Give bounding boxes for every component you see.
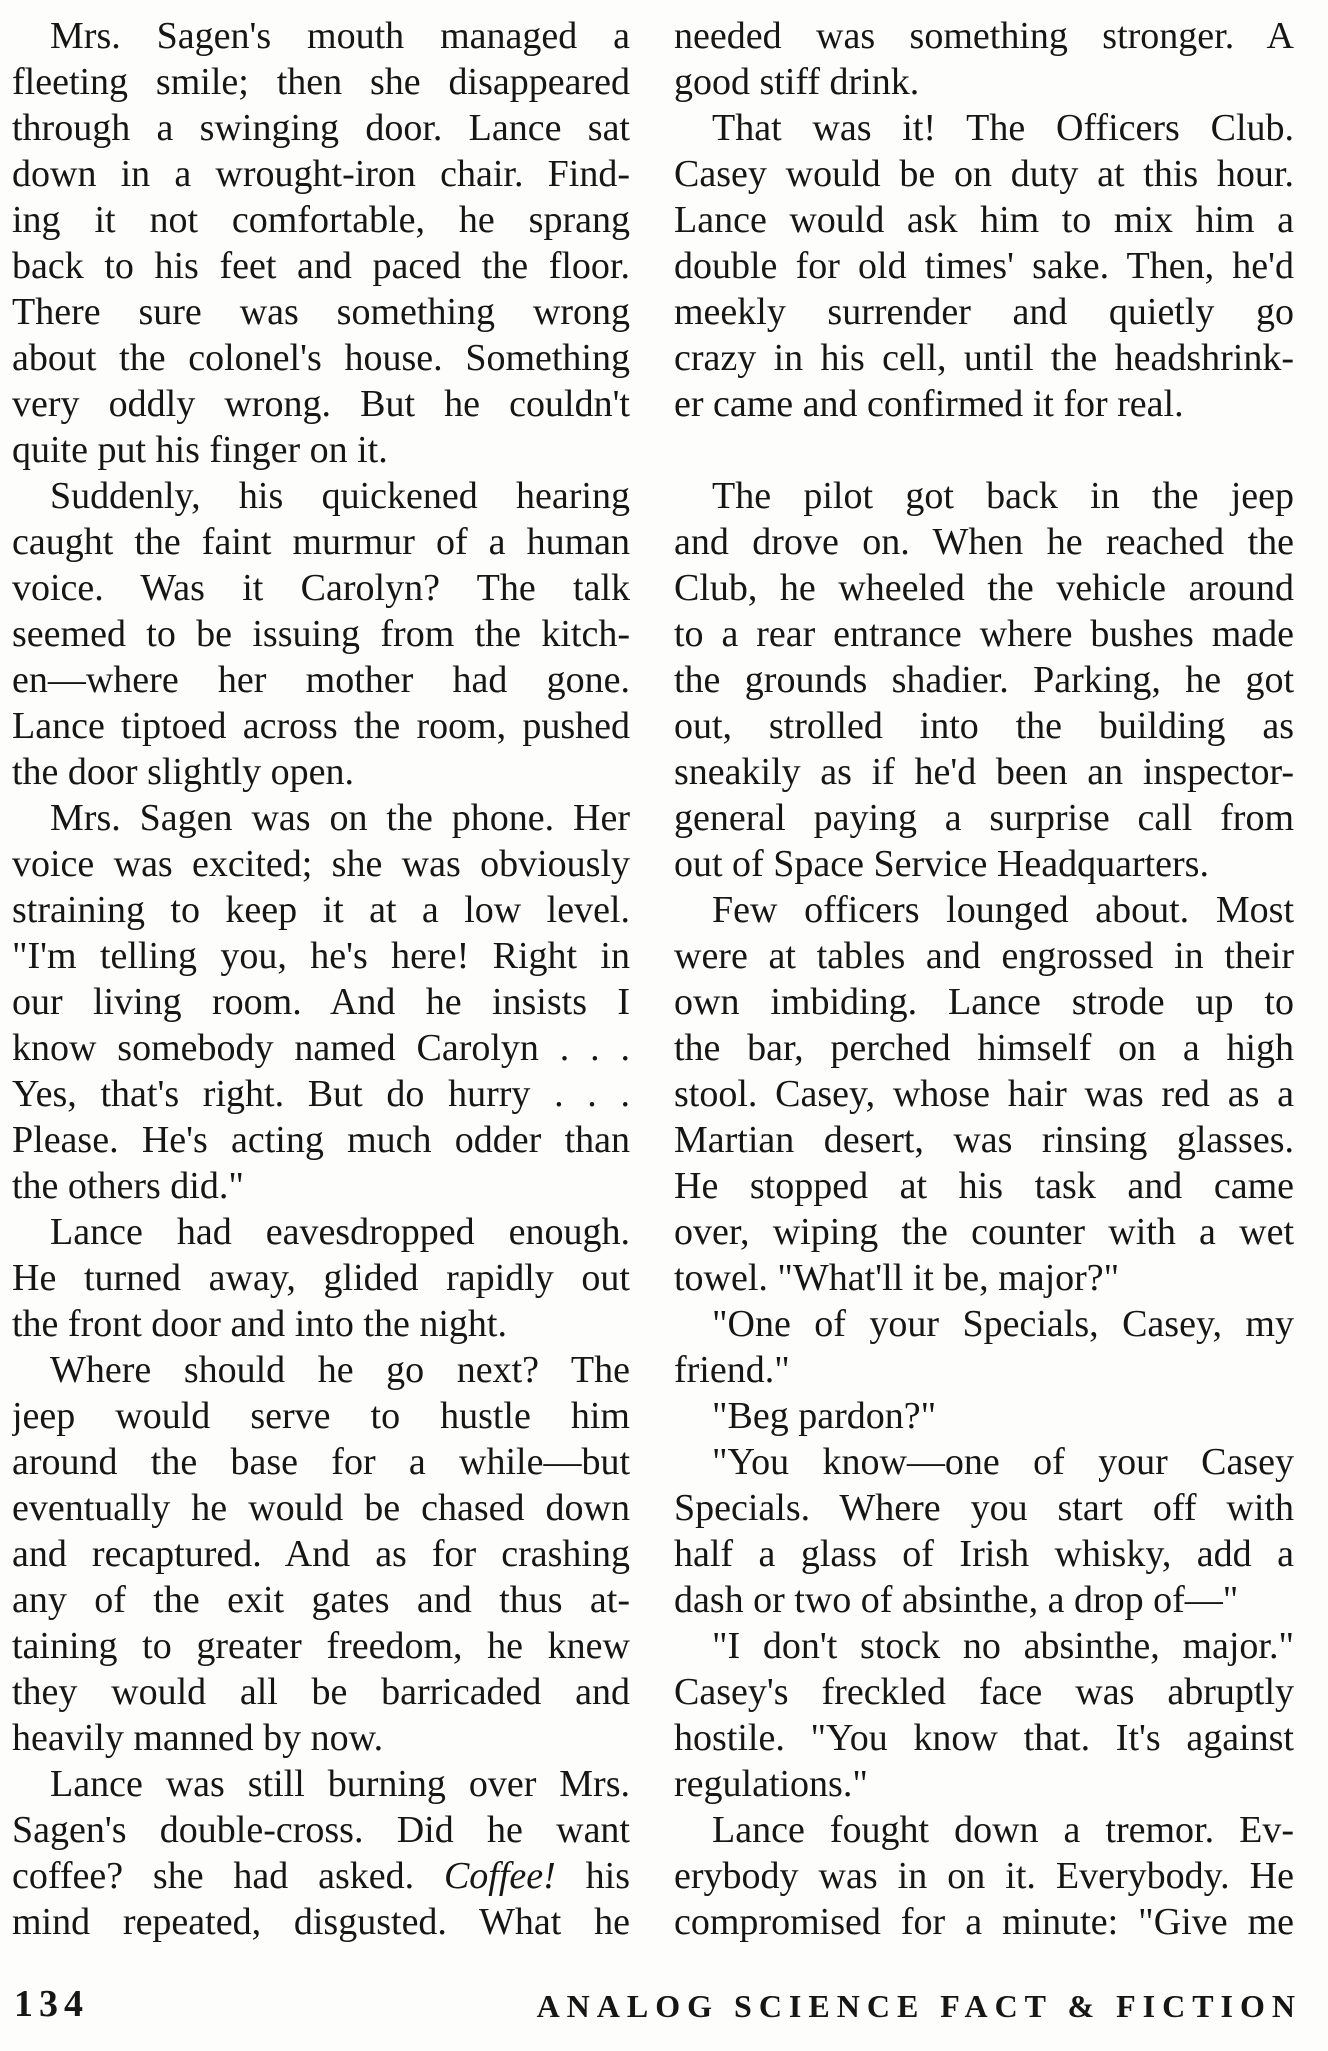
- text-line: Mrs. Sagen was on the phone. Her: [50, 797, 630, 839]
- text-line: back to his feet and paced the floor.: [12, 245, 630, 287]
- text-line: Martian desert, was rinsing glasses.: [674, 1119, 1294, 1161]
- paragraph: [674, 13, 1294, 105]
- text-line: "I don't stock no absinthe, major.": [712, 1625, 1294, 1667]
- paragraph: [12, 473, 630, 795]
- paragraph: [674, 1301, 1294, 1393]
- text-line: That was it! The Officers Club.: [712, 107, 1294, 149]
- text-line: Few officers lounged about. Most: [712, 889, 1294, 931]
- text-line: erybody was in on it. Everybody. He: [674, 1855, 1294, 1897]
- text-line: the front door and into the night.: [12, 1303, 507, 1345]
- paragraph: [674, 1439, 1294, 1623]
- text-line: regulations.": [674, 1763, 868, 1805]
- text-line: the door slightly open.: [12, 751, 354, 793]
- text-line: half a glass of Irish whisky, add a: [674, 1533, 1294, 1575]
- text-line: Suddenly, his quickened hearing: [50, 475, 630, 517]
- text-line: "You know—one of your Casey: [712, 1441, 1294, 1483]
- text-line: "Beg pardon?": [712, 1395, 937, 1437]
- paragraph: [674, 1623, 1294, 1807]
- text-line: were at tables and engrossed in their: [674, 935, 1294, 977]
- text-line: mind repeated, disgusted. What he: [12, 1901, 630, 1943]
- text-line: compromised for a minute: "Give me: [674, 1901, 1294, 1943]
- right-column: [674, 13, 1294, 1945]
- text-line: "One of your Specials, Casey, my: [712, 1303, 1294, 1345]
- text-line: to a rear entrance where bushes made: [674, 613, 1294, 655]
- text-line: Lance would ask him to mix him a: [674, 199, 1294, 241]
- text-line: crazy in his cell, until the headshrink-: [674, 337, 1294, 379]
- text-line: over, wiping the counter with a wet: [674, 1211, 1294, 1253]
- paragraph: [12, 1347, 630, 1761]
- text-line: the bar, perched himself on a high: [674, 1027, 1294, 1069]
- text-line: seemed to be issuing from the kitch-: [12, 613, 630, 655]
- paragraph: [12, 13, 630, 473]
- text-line: heavily manned by now.: [12, 1717, 384, 1759]
- text-line: down in a wrought-iron chair. Find-: [12, 153, 630, 195]
- text-line: towel. "What'll it be, major?": [674, 1257, 1120, 1299]
- text-line: own imbiding. Lance strode up to: [674, 981, 1294, 1023]
- text-line: straining to keep it at a low level.: [12, 889, 630, 931]
- text-line: voice was excited; she was obviously: [12, 843, 630, 885]
- text-line: around the base for a while—but: [12, 1441, 630, 1483]
- text-line: about the colonel's house. Something: [12, 337, 630, 379]
- text-line: taining to greater freedom, he knew: [12, 1625, 630, 1667]
- text-line: good stiff drink.: [674, 61, 920, 103]
- text-line: He turned away, glided rapidly out: [12, 1257, 630, 1299]
- paragraph: [674, 1807, 1294, 1945]
- text-line: friend.": [674, 1349, 790, 1391]
- text-line: the others did.": [12, 1165, 244, 1207]
- text-line: ing it not comfortable, he sprang: [12, 199, 630, 241]
- text-line: sneakily as if he'd been an inspector-: [674, 751, 1294, 793]
- paragraph: [12, 795, 630, 1209]
- left-column: [12, 13, 630, 1945]
- text-line: dash or two of absinthe, a drop of—": [674, 1579, 1239, 1621]
- text-line: meekly surrender and quietly go: [674, 291, 1294, 333]
- paragraph: [674, 105, 1294, 427]
- text-line: Where should he go next? The: [50, 1349, 630, 1391]
- text-line: and recaptured. And as for crashing: [12, 1533, 630, 1575]
- text-line: He stopped at his task and came: [674, 1165, 1294, 1207]
- paragraph: [674, 1393, 1294, 1439]
- text-line: Yes, that's right. But do hurry . . .: [12, 1073, 630, 1115]
- text-line: the grounds shadier. Parking, he got: [674, 659, 1294, 701]
- text-line: any of the exit gates and thus at-: [12, 1579, 630, 1621]
- text-line: our living room. And he insists I: [12, 981, 630, 1023]
- text-line: Lance tiptoed across the room, pushed: [12, 705, 630, 747]
- text-line: fleeting smile; then she disappeared: [12, 61, 630, 103]
- text-line: There sure was something wrong: [12, 291, 630, 333]
- text-line: out of Space Service Headquarters.: [674, 843, 1209, 885]
- text-line: through a swinging door. Lance sat: [12, 107, 630, 149]
- text-line: Mrs. Sagen's mouth managed a: [50, 15, 630, 57]
- text-line: Sagen's double-cross. Did he want: [12, 1809, 630, 1851]
- text-line: caught the faint murmur of a human: [12, 521, 630, 563]
- text-line: [12, 1853, 630, 1899]
- paragraph: [674, 473, 1294, 887]
- text-line: Lance was still burning over Mrs.: [50, 1763, 630, 1805]
- text-line: very oddly wrong. But he couldn't: [12, 383, 630, 425]
- text-line: general paying a surprise call from: [674, 797, 1294, 839]
- emphasized-word: Coffee!: [443, 1855, 556, 1897]
- text-line: Please. He's acting much odder than: [12, 1119, 630, 1161]
- paragraph: [12, 1761, 630, 1945]
- text-line: double for old times' sake. Then, he'd: [674, 245, 1294, 287]
- page-number: 134: [14, 1983, 89, 2025]
- text-line: Lance fought down a tremor. Ev-: [712, 1809, 1294, 1851]
- text-segment: coffee? she had asked.: [12, 1855, 444, 1897]
- running-title: ANALOG SCIENCE FACT & FICTION: [536, 1988, 1302, 2024]
- text-line: hostile. "You know that. It's against: [674, 1717, 1294, 1759]
- paragraph: [674, 887, 1294, 1301]
- text-line: voice. Was it Carolyn? The talk: [12, 567, 630, 609]
- text-line: needed was something stronger. A: [674, 15, 1294, 57]
- text-segment: his: [555, 1855, 630, 1897]
- text-line: and drove on. When he reached the: [674, 521, 1294, 563]
- text-line: they would all be barricaded and: [12, 1671, 630, 1713]
- text-line: Casey's freckled face was abruptly: [674, 1671, 1294, 1713]
- text-line: know somebody named Carolyn . . .: [12, 1027, 630, 1069]
- text-line: er came and confirmed it for real.: [674, 383, 1184, 425]
- text-line: The pilot got back in the jeep: [712, 475, 1294, 517]
- paragraph: [12, 1209, 630, 1347]
- text-line: out, strolled into the building as: [674, 705, 1294, 747]
- text-line: eventually he would be chased down: [12, 1487, 630, 1529]
- text-line: Club, he wheeled the vehicle around: [674, 567, 1294, 609]
- text-line: jeep would serve to hustle him: [12, 1395, 630, 1437]
- text-line: stool. Casey, whose hair was red as a: [674, 1073, 1294, 1115]
- text-line: "I'm telling you, he's here! Right in: [12, 935, 630, 977]
- text-line: Casey would be on duty at this hour.: [674, 153, 1294, 195]
- text-line: Lance had eavesdropped enough.: [50, 1211, 630, 1253]
- text-line: Specials. Where you start off with: [674, 1487, 1294, 1529]
- text-line: en—where her mother had gone.: [12, 659, 630, 701]
- text-line: quite put his finger on it.: [12, 429, 388, 471]
